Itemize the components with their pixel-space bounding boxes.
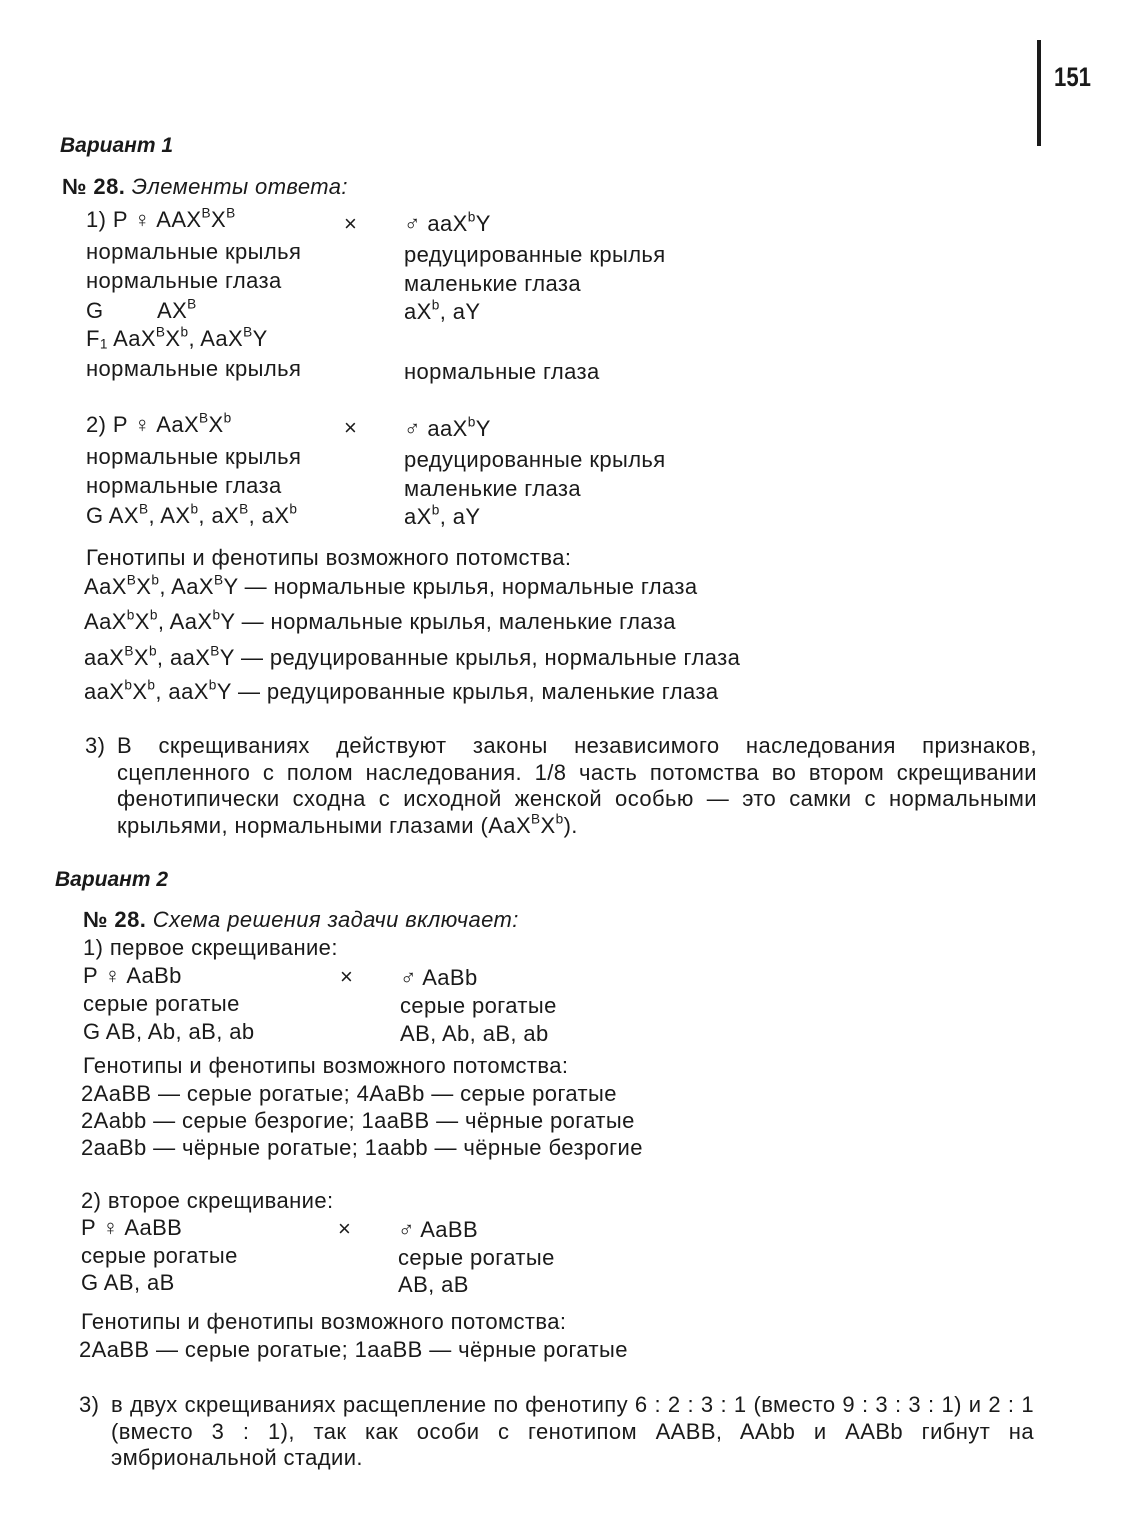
v2-c1-offspring-row: 2Aabb — серые безрогие; 1aaBB — чёрные рогатые [81, 1108, 635, 1133]
variant-2-heading: Вариант 2 [55, 868, 169, 891]
v1-c1-female-phenotype-2: нормальные глаза [86, 268, 282, 293]
v2-c1-offspring-row: 2aaBb — чёрные рогатые; 1aabb — чёрные безрогие [81, 1135, 643, 1160]
v1-c1-female-phenotype-1: нормальные крылья [86, 239, 302, 264]
v1-point-3 [85, 733, 1037, 839]
v2-point-3-number: 3) [79, 1392, 100, 1417]
v1-c1-gametes-label: G [86, 298, 104, 323]
v2-c2-male-gametes: AB, aB [398, 1272, 469, 1297]
v2-c1-title: 1) первое скрещивание: [83, 935, 338, 960]
v1-offspring-row: $AaX^bX^b$, AaX$^b$Y — нормальные крылья, маленькие глаза [84, 607, 676, 634]
v2-c1-offspring-row: 2AaBB — серые рогатые; 4AaBb — серые рогатые [81, 1081, 617, 1106]
v1-c1-parent-female: 1) P ♀ $AAX^BX^B$ [86, 205, 236, 232]
v1-c2-male-phenotype-2: маленькие глаза [404, 476, 581, 501]
v1-c1-female-gametes: $AX^B$ [157, 296, 197, 323]
v1-c2-parent-female: 2) P ♀ $AaX^BX^b$ [86, 410, 232, 437]
v1-c1-male-gametes: $aX^b$, aY [404, 297, 481, 324]
v1-c2-cross-sign: × [344, 415, 358, 440]
v1-c1-f1-genotypes: $F_1$ $AaX^BX^b$, AaX$^B$Y [86, 324, 268, 352]
v2-c2-cross-sign: × [338, 1216, 352, 1241]
v2-c2-male-phenotype: серые рогатые [398, 1245, 555, 1270]
page-number: 151 [1054, 62, 1091, 92]
v1-offspring-title: Генотипы и фенотипы возможного потомства: [86, 545, 572, 570]
v1-c1-f1-phenotype-2: нормальные глаза [404, 359, 600, 384]
v2-c2-title: 2) второе скрещивание: [81, 1188, 334, 1213]
v2-c2-offspring-title: Генотипы и фенотипы возможного потомства: [81, 1309, 567, 1334]
v1-point-3-text: В скрещиваниях действуют законы независимого наследования признаков, сцепленного с полом наследования. 1/8 часть потомства во втором скрещивании фенотипически сходна с исходной женской особью — это самки с нормальными крыльями, нормальными глазами $(AaX^BX^b)$. [117, 733, 1037, 838]
v1-task-caption: Элементы ответа: [131, 174, 348, 199]
v1-offspring-row: $aaX^bX^b$, aaX$^b$Y — редуцированные крылья, маленькие глаза [84, 677, 719, 704]
v1-c1-male-phenotype-2: маленькие глаза [404, 271, 581, 296]
v2-c1-female-phenotype: серые рогатые [83, 991, 240, 1016]
v2-c1-offspring-title: Генотипы и фенотипы возможного потомства: [83, 1053, 569, 1078]
v2-c1-parent-male: ♂ AaBb [400, 965, 478, 990]
v1-c1-cross-sign: × [344, 211, 358, 236]
v2-c1-female-gametes: G AB, Ab, aB, ab [83, 1019, 255, 1044]
v1-c2-female-phenotype-1: нормальные крылья [86, 444, 302, 469]
v1-c1-parent-male: ♂ aaX$^b$Y [404, 209, 491, 236]
v2-task-number: № 28. [83, 907, 147, 932]
v2-c1-male-gametes: AB, Ab, aB, ab [400, 1021, 549, 1046]
v2-task-header [83, 907, 519, 933]
v1-c2-male-gametes: $aX^b$, aY [404, 502, 481, 529]
page-margin-rule [1037, 40, 1041, 146]
v1-c2-parent-male: ♂ aaX$^b$Y [404, 414, 491, 441]
v1-offspring-row: $aaX^BX^b$, aaX$^B$Y — редуцированные крылья, нормальные глаза [84, 643, 741, 670]
v2-c2-female-phenotype: серые рогатые [81, 1243, 238, 1268]
v1-point-3-number: 3) [85, 733, 106, 758]
v2-c1-parent-female: P ♀ AaBb [83, 963, 182, 988]
v1-offspring-row: $AaX^BX^b$, AaX$^B$Y — нормальные крылья, нормальные глаза [84, 572, 698, 599]
v1-task-number: № 28. [62, 174, 126, 199]
v2-c1-cross-sign: × [340, 964, 354, 989]
v1-c1-male-phenotype-1: редуцированные крылья [404, 242, 666, 267]
v1-task-header [62, 174, 348, 200]
v1-c2-female-phenotype-2: нормальные глаза [86, 473, 282, 498]
v2-c2-female-gametes: G AB, aB [81, 1270, 175, 1295]
v2-point-3 [79, 1392, 1034, 1472]
v1-c2-male-phenotype-1: редуцированные крылья [404, 447, 666, 472]
v2-c2-parent-male: ♂ AaBB [398, 1217, 479, 1242]
v1-c2-female-gametes: G $AX^B$, $AX^b$, $aX^B$, $aX^b$ [86, 501, 298, 528]
v2-c2-offspring-row: 2AaBB — серые рогатые; 1aaBB — чёрные рогатые [79, 1337, 628, 1362]
v2-point-3-text: в двух скрещиваниях расщепление по фенотипу 6 : 2 : 3 : 1 (вместо 9 : 3 : 3 : 1) и 2 : 1 (вместо 3 : 1), так как особи с генотипом AABB, AAbb и AABb гибнут на эмбриональной стадии. [111, 1392, 1034, 1470]
v2-task-caption: Схема решения задачи включает: [152, 907, 519, 932]
variant-1-heading: Вариант 1 [60, 134, 174, 157]
v2-c2-parent-female: P ♀ AaBB [81, 1215, 183, 1240]
v2-c1-male-phenotype: серые рогатые [400, 993, 557, 1018]
v1-c1-f1-phenotype-1: нормальные крылья [86, 356, 302, 381]
